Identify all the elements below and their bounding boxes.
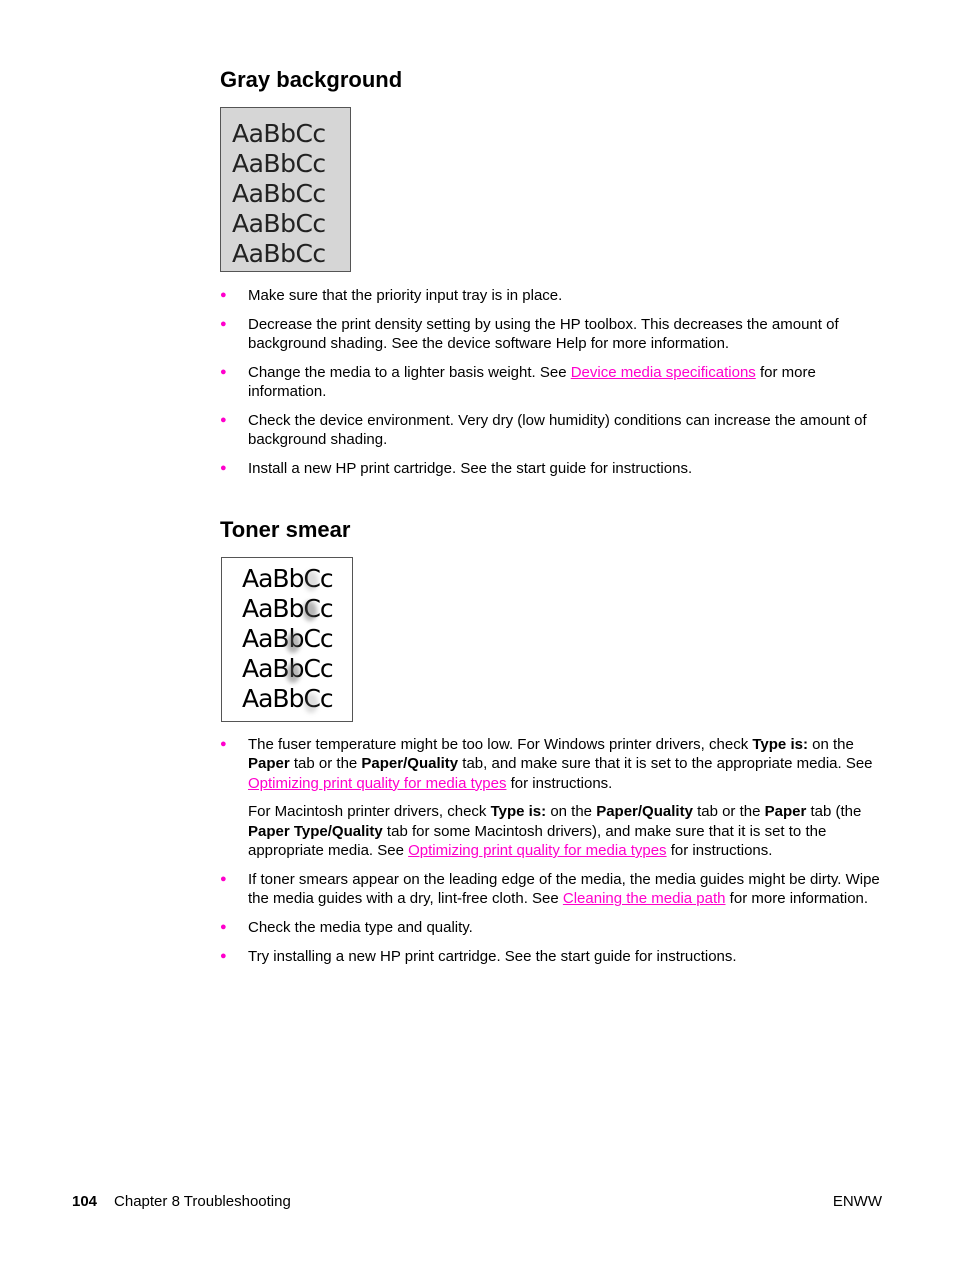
page-footer [72,1192,882,1211]
sample-line: AaBbCc [232,149,326,178]
section-heading-gray-background: Gray background [220,67,403,92]
list-item-text: For Macintosh printer drivers, check [248,803,491,821]
list-item: ● Decrease the print density setting by using the HP toolbox. This decreases the amount of background shading. See the device software Help for more information. [220,315,885,354]
ui-term-paper-quality: Paper/Quality [361,755,459,773]
list-item-text: tab or the [289,755,362,773]
sample-line: AaBbCc [232,239,326,268]
footer-right-label: ENWW [832,1193,882,1210]
list-item-text: If toner smears appear on the leading edge of the media, the media guides might be dirty. Wipe the media guides with a dry, lint-free cloth. See [248,870,880,908]
link-cleaning-the-media-path[interactable]: Cleaning the media path [562,890,726,908]
list-item [220,870,885,909]
gray-background-bullet-list [220,286,885,488]
gray-background-sample-image [220,107,351,272]
list-item-text: tab for some Macintosh drivers), and make sure that it is set to the appropriate media. See [248,822,827,859]
list-item-text: tab (the [806,803,862,821]
list-item-text: Change the media to a lighter basis weight. See [248,363,571,381]
sample-line [242,684,352,714]
list-item-text: tab or the [692,803,765,821]
toner-smear-sample-image [221,557,353,722]
link-device-media-specifications[interactable]: Device media specifications [570,363,756,381]
sample-line [242,594,352,624]
list-item: ● Install a new HP print cartridge. See the start guide for instructions. [220,459,885,478]
list-item-text: The fuser temperature might be too low. For Windows printer drivers, check [248,736,753,753]
sample-line [242,564,352,594]
sample-line: AaBbCc [232,179,326,208]
section-heading-toner-smear: Toner smear [220,517,351,542]
list-item-text: for instructions. [506,774,613,792]
list-item: ● Try installing a new HP print cartridge. See the start guide for instructions. [220,947,885,966]
sample-line-text: AaBbCc [242,654,333,683]
sample-line: AaBbCc [232,119,326,148]
list-item [220,363,885,402]
sample-line-text: AaBbCc [242,564,333,593]
page-number: 104 [72,1193,98,1210]
list-item-text: for instructions. [666,841,773,859]
list-item [220,735,885,860]
sample-line-text: AaBbCc [242,594,333,623]
toner-smear-bullet-list [220,735,885,975]
ui-term-paper-type-quality: Paper Type/Quality [248,822,383,840]
list-item: ● Check the device environment. Very dry (low humidity) conditions can increase the amount of background shading. [220,411,885,450]
list-item-text: for more information. [725,890,869,908]
ui-term-paper: Paper [248,755,290,773]
ui-term-type-is: Type is: [752,736,808,753]
list-item-paragraph [248,802,885,860]
footer-chapter: Chapter 8 Troubleshooting [114,1193,291,1210]
ui-term-paper-quality: Paper/Quality [596,803,693,821]
list-item-text: on the [807,736,854,753]
link-optimizing-print-quality[interactable]: Optimizing print quality for media types [248,774,507,792]
ui-term-type-is: Type is: [490,803,547,821]
sample-line: AaBbCc [232,209,326,238]
list-item: ● Make sure that the priority input tray is in place. [220,286,885,305]
list-item-text: on the [546,803,597,821]
list-item-text: tab, and make sure that it is set to the appropriate media. See [458,755,873,773]
sample-line-text: AaBbCc [242,684,333,713]
ui-term-paper: Paper [764,803,807,821]
list-item-text: for more information. [248,363,816,401]
sample-line-text: AaBbCc [242,624,333,653]
list-item: ● Check the media type and quality. [220,918,885,937]
link-optimizing-print-quality[interactable]: Optimizing print quality for media types [408,841,667,859]
